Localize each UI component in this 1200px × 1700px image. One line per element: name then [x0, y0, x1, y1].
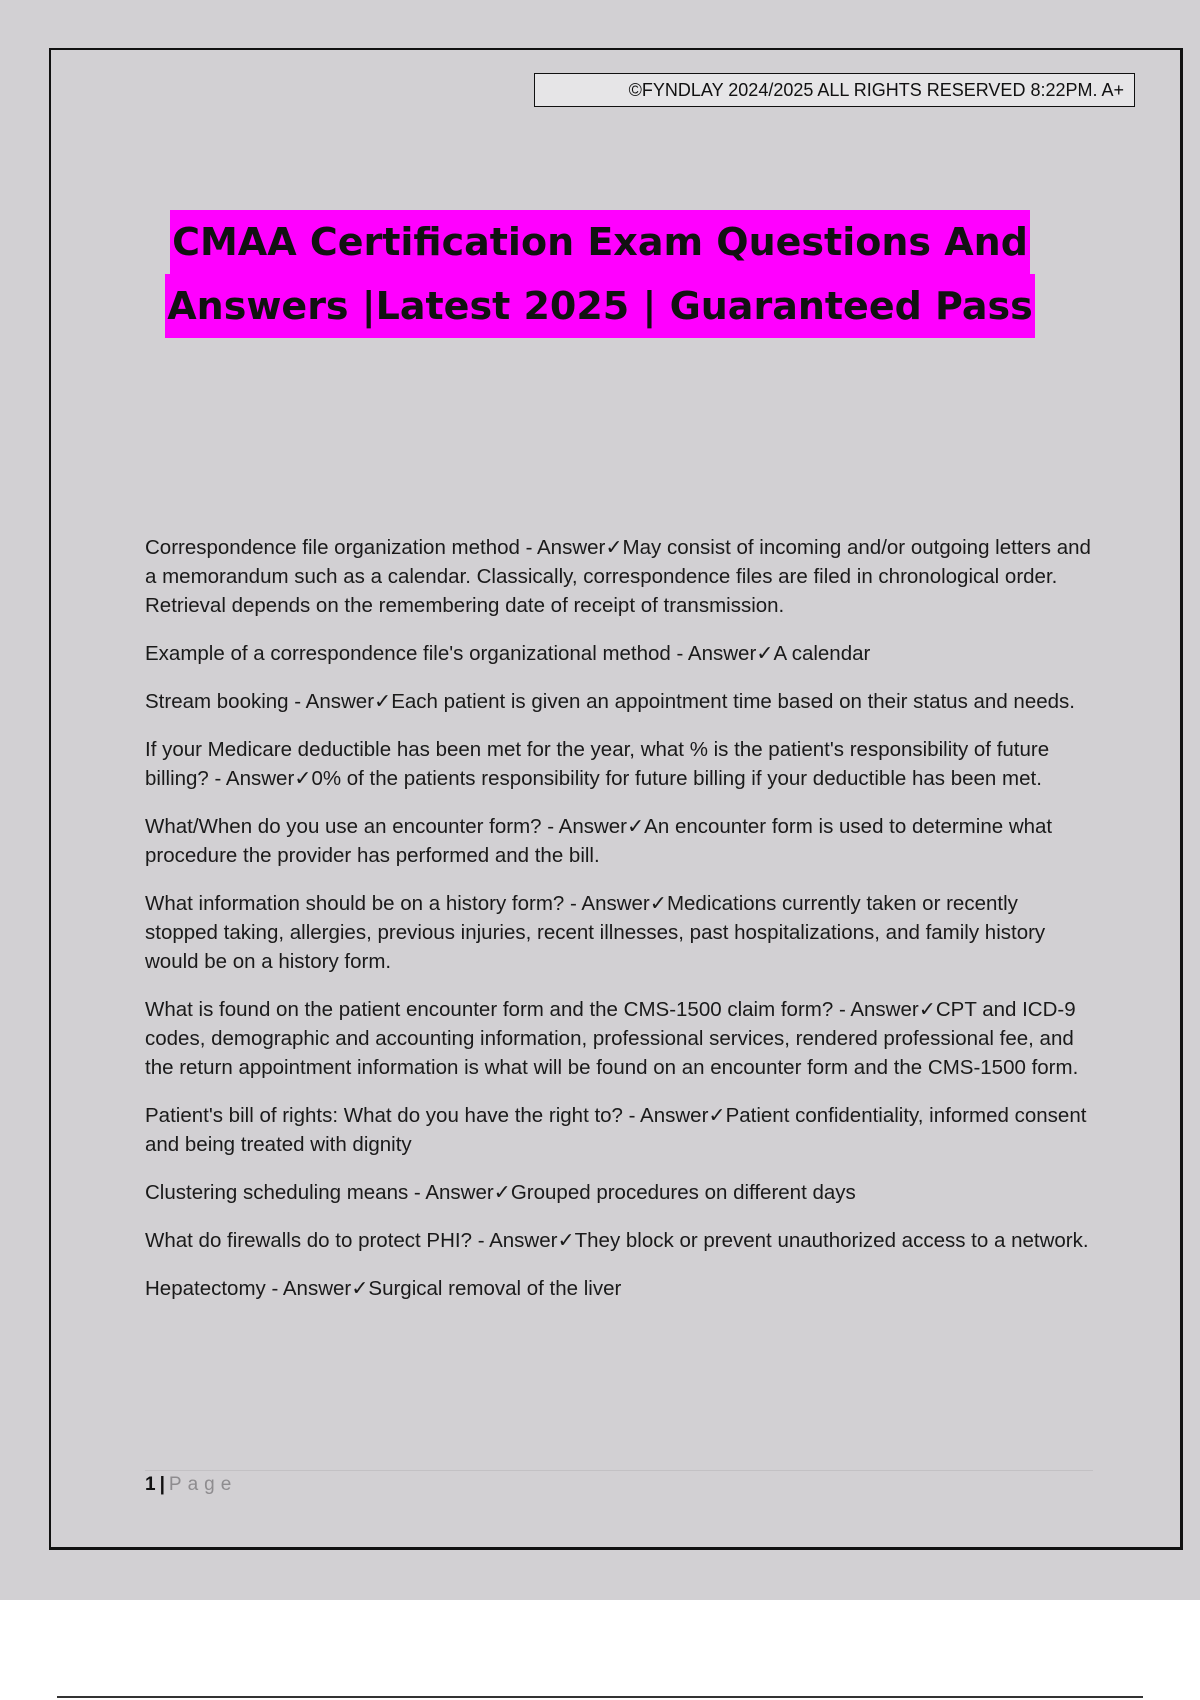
copyright-header [534, 73, 1135, 107]
qa-item: Example of a correspondence file's organizational method - Answer✓A calendar [145, 642, 871, 665]
qa-list [145, 533, 1095, 1322]
qa-item: What do firewalls do to protect PHI? - Answer✓They block or prevent unauthorized access to a network. [145, 1229, 1089, 1252]
page-number: 1 [145, 1474, 156, 1495]
title-line-1: CMAA Certification Exam Questions And [170, 210, 1030, 274]
qa-item: Clustering scheduling means - Answer✓Grouped procedures on different days [145, 1181, 856, 1204]
copyright-text: ©FYNDLAY 2024/2025 ALL RIGHTS RESERVED 8:22PM. A+ [628, 79, 1124, 100]
qa-item: Stream booking - Answer✓Each patient is given an appointment time based on their status and needs. [145, 690, 1075, 713]
qa-item: Correspondence file organization method - Answer✓May consist of incoming and/or outgoing letters and a memorandum such as a calendar. Classically, correspondence files are filed in chronological order. Retrieval depends on the remembering date of receipt of transmission. [145, 536, 1091, 617]
page-separator: | [159, 1474, 165, 1495]
qa-item: Hepatectomy - Answer✓Surgical removal of the liver [145, 1277, 622, 1300]
qa-item: If your Medicare deductible has been met for the year, what % is the patient's responsibility of future billing? - Answer✓0% of the patients responsibility for future billing if your deductible has been met. [145, 738, 1050, 790]
qa-item: What/When do you use an encounter form? - Answer✓An encounter form is used to determine what procedure the provider has performed and the bill. [145, 815, 1053, 867]
qa-item: Patient's bill of rights: What do you have the right to? - Answer✓Patient confidentiality, informed consent and being treated with dignity [145, 1104, 1087, 1156]
document-title [100, 210, 1100, 338]
footer-divider [145, 1470, 1093, 1471]
qa-item: What information should be on a history form? - Answer✓Medications currently taken or recently stopped taking, allergies, previous injuries, recent illnesses, past hospitalizations, and family history would be on a history form. [145, 892, 1046, 973]
bottom-divider [57, 1696, 1143, 1698]
title-line-2: Answers |Latest 2025 | Guaranteed Pass [165, 274, 1035, 338]
page-footer [145, 1474, 237, 1496]
qa-item: What is found on the patient encounter form and the CMS-1500 claim form? - Answer✓CPT and ICD-9 codes, demographic and accounting information, professional services, rendered professional fee, and the return appointment information is what will be found on an encounter form and the CMS-1500 form. [145, 998, 1079, 1079]
page-label: Page [168, 1474, 238, 1495]
